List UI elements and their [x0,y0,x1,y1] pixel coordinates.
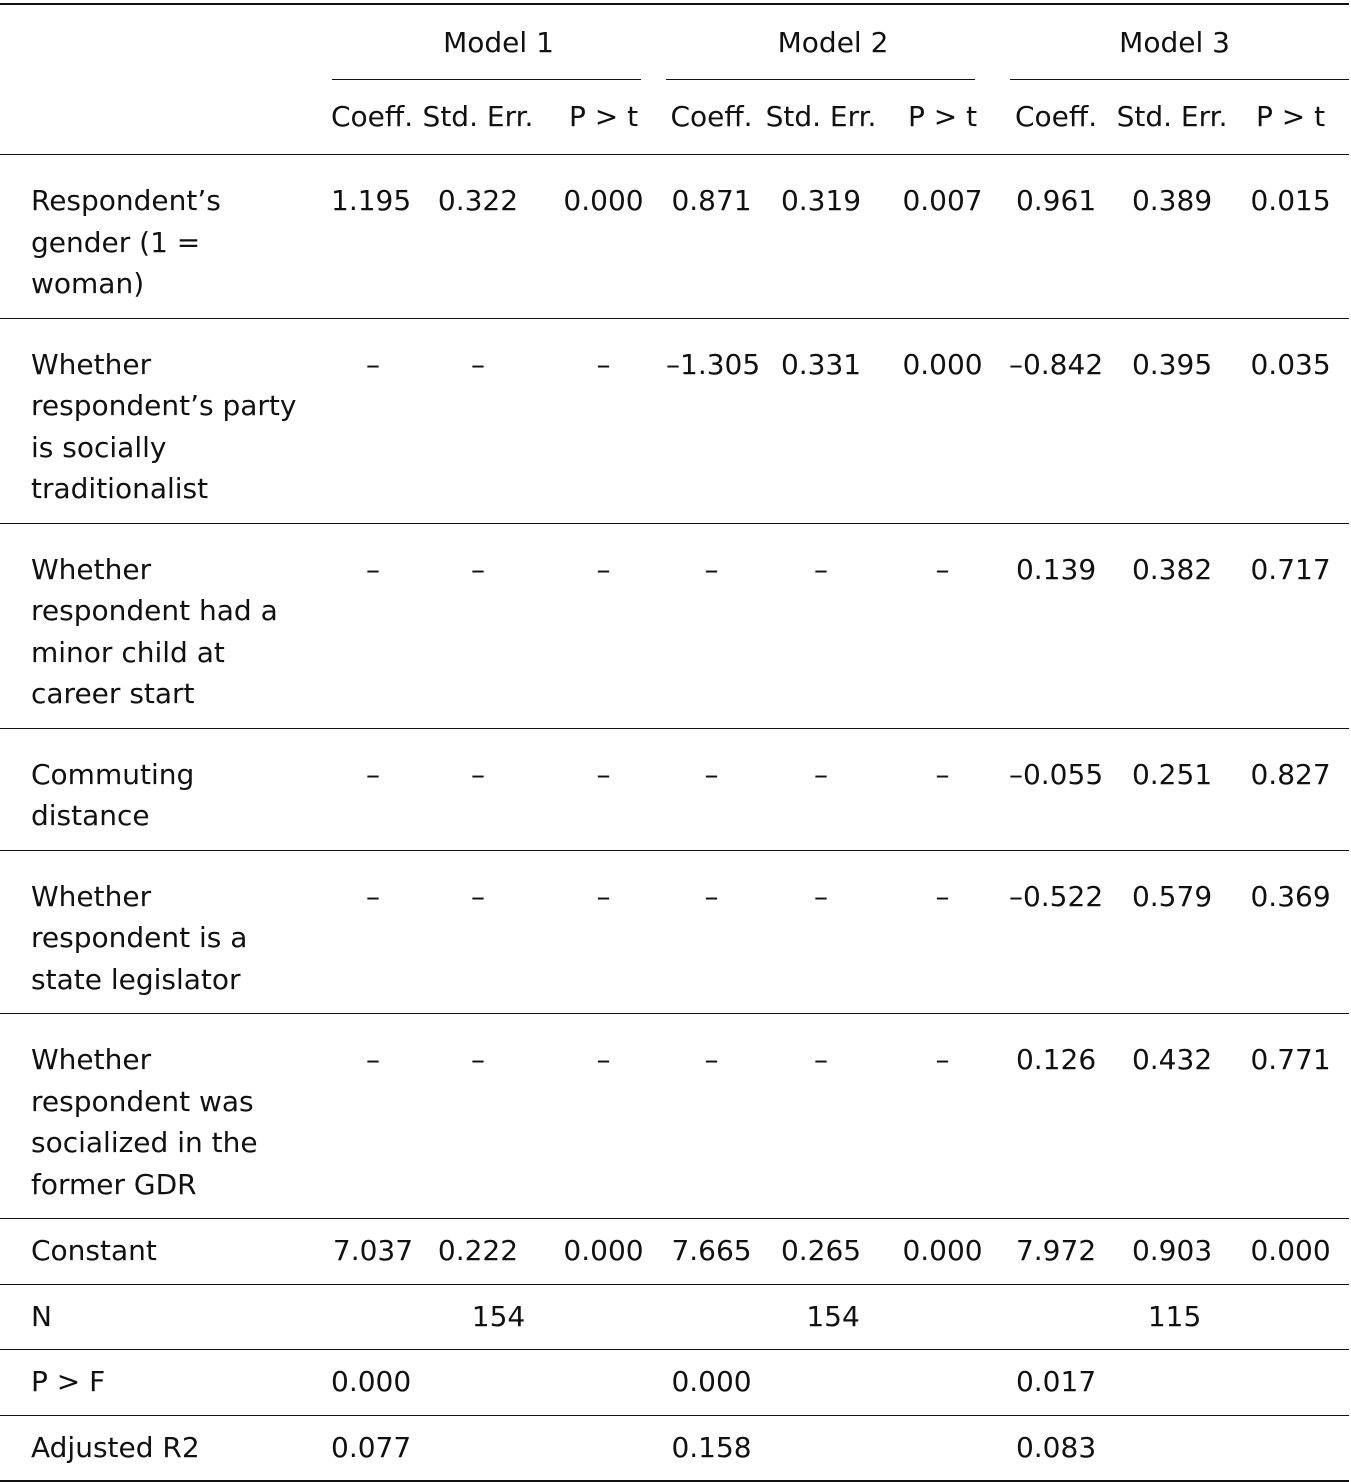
cell-value: –1.305 [666,318,757,523]
cell-value: –0.055 [1000,728,1112,850]
r2-model-3: 0.083 [1015,1430,1097,1464]
r2-model-1: 0.077 [331,1430,412,1464]
cell-value: 0.579 [1112,850,1232,1014]
cell-value: 0.389 [1112,155,1232,319]
m2-coeff-header: Coeff. [666,80,757,155]
cell-value: 0.382 [1112,523,1232,728]
cell-value: 0.265 [757,1219,885,1285]
row-label: Constant [0,1219,331,1285]
pf-model-3-pad [1112,1350,1349,1416]
cell-value: –0.842 [1000,318,1112,523]
cell-value: – [757,728,885,850]
corner-cell [0,4,331,80]
row-label: Whether respondent had a minor child at career start [0,523,331,728]
subheader-empty [0,80,331,155]
cell-value: 0.000 [541,1219,666,1285]
model-3-title: Model 3 [1119,25,1230,59]
cell-value: 0.322 [415,155,541,319]
n-model-2: 154 [666,1284,1000,1350]
cell-value: 0.395 [1112,318,1232,523]
r2-label: Adjusted R2 [31,1430,200,1464]
pf-row [0,1350,1349,1416]
n-row [0,1284,1349,1350]
subheader-row [0,80,1349,155]
cell-value: – [415,850,541,1014]
cell-value: – [541,523,666,728]
cell-value: 0.251 [1112,728,1232,850]
model-1-title: Model 1 [443,25,554,59]
cell-value: – [415,1014,541,1219]
cell-value: 0.000 [885,318,1000,523]
m1-coeff-header: Coeff. [331,80,415,155]
model-1-header [331,4,666,80]
cell-value: 1.195 [331,155,415,319]
cell-value: 7.037 [331,1219,415,1285]
cell-value: 0.871 [666,155,757,319]
r2-row [0,1415,1349,1481]
pf-model-2-pad [757,1350,1000,1416]
row-label: Respondent’s gender (1 = woman) [0,155,331,319]
cell-value: 0.222 [415,1219,541,1285]
cell-value: – [541,728,666,850]
r2-model-3-pad [1112,1415,1349,1481]
cell-value: – [415,523,541,728]
cell-value: – [331,318,415,523]
r2-model-2-pad [757,1415,1000,1481]
cell-value: 0.139 [1000,523,1112,728]
cell-value: 0.000 [541,155,666,319]
r2-model-2: 0.158 [671,1430,752,1464]
model-header-row [0,4,1349,80]
cell-value: 0.126 [1000,1014,1112,1219]
row-label: Commuting distance [0,728,331,850]
table-row [0,155,1349,319]
cell-value: 0.319 [757,155,885,319]
cell-value: – [541,318,666,523]
row-label: Whether respondent is a state legislator [0,850,331,1014]
cell-value: 7.665 [666,1219,757,1285]
cell-value: – [885,523,1000,728]
cell-value: – [885,1014,1000,1219]
table-row [0,523,1349,728]
cell-value: 0.015 [1232,155,1349,319]
cell-value: – [331,1014,415,1219]
cell-value: – [331,850,415,1014]
model-2-header [666,4,1000,80]
m2-p-header: P > t [885,80,1000,155]
cell-value: – [415,728,541,850]
cell-value: –0.522 [1000,850,1112,1014]
cell-value: 0.827 [1232,728,1349,850]
pf-label: P > F [0,1350,331,1416]
table-row [0,1014,1349,1219]
model-2-rule [666,79,975,80]
model-2-title: Model 2 [777,25,889,59]
row-label: Whether respondent was socialized in the former GDR [0,1014,331,1219]
model-1-rule [332,79,641,80]
constant-row [0,1219,1349,1285]
table-row [0,850,1349,1014]
n-model-3: 115 [1000,1284,1349,1350]
cell-value: – [885,728,1000,850]
m3-p-header: P > t [1232,80,1349,155]
pf-model-2: 0.000 [666,1350,757,1416]
m2-stderr-header: Std. Err. [757,80,885,155]
cell-value: – [757,523,885,728]
table-row [0,728,1349,850]
cell-value: – [885,850,1000,1014]
cell-value: 0.961 [1000,155,1112,319]
cell-value: 0.369 [1232,850,1349,1014]
m3-coeff-header: Coeff. [1000,80,1112,155]
m1-stderr-header: Std. Err. [415,80,541,155]
cell-value: – [331,728,415,850]
row-label: Whether respondent’s party is socially traditionalist [0,318,331,523]
cell-value: – [666,523,757,728]
cell-value: 0.717 [1232,523,1349,728]
n-label: N [0,1284,331,1350]
cell-value: – [666,850,757,1014]
cell-value: 0.000 [885,1219,1000,1285]
n-model-1: 154 [331,1284,666,1350]
m3-stderr-header: Std. Err. [1112,80,1232,155]
table-row [0,318,1349,523]
model-3-rule [1010,79,1349,80]
regression-table [0,3,1349,1482]
cell-value: – [331,523,415,728]
model-3-header [1000,4,1349,80]
cell-value: 0.035 [1232,318,1349,523]
cell-value: – [757,850,885,1014]
cell-value: – [541,850,666,1014]
cell-value: 0.331 [757,318,885,523]
cell-value: 0.432 [1112,1014,1232,1219]
m1-p-header: P > t [541,80,666,155]
cell-value: 7.972 [1000,1219,1112,1285]
cell-value: – [757,1014,885,1219]
cell-value: – [415,318,541,523]
cell-value: 0.771 [1232,1014,1349,1219]
cell-value: 0.000 [1232,1219,1349,1285]
cell-value: – [666,1014,757,1219]
cell-value: – [541,1014,666,1219]
cell-value: 0.903 [1112,1219,1232,1285]
cell-value: – [666,728,757,850]
cell-value: 0.007 [885,155,1000,319]
pf-model-1: 0.000 [331,1350,666,1416]
pf-model-3: 0.017 [1000,1350,1112,1416]
